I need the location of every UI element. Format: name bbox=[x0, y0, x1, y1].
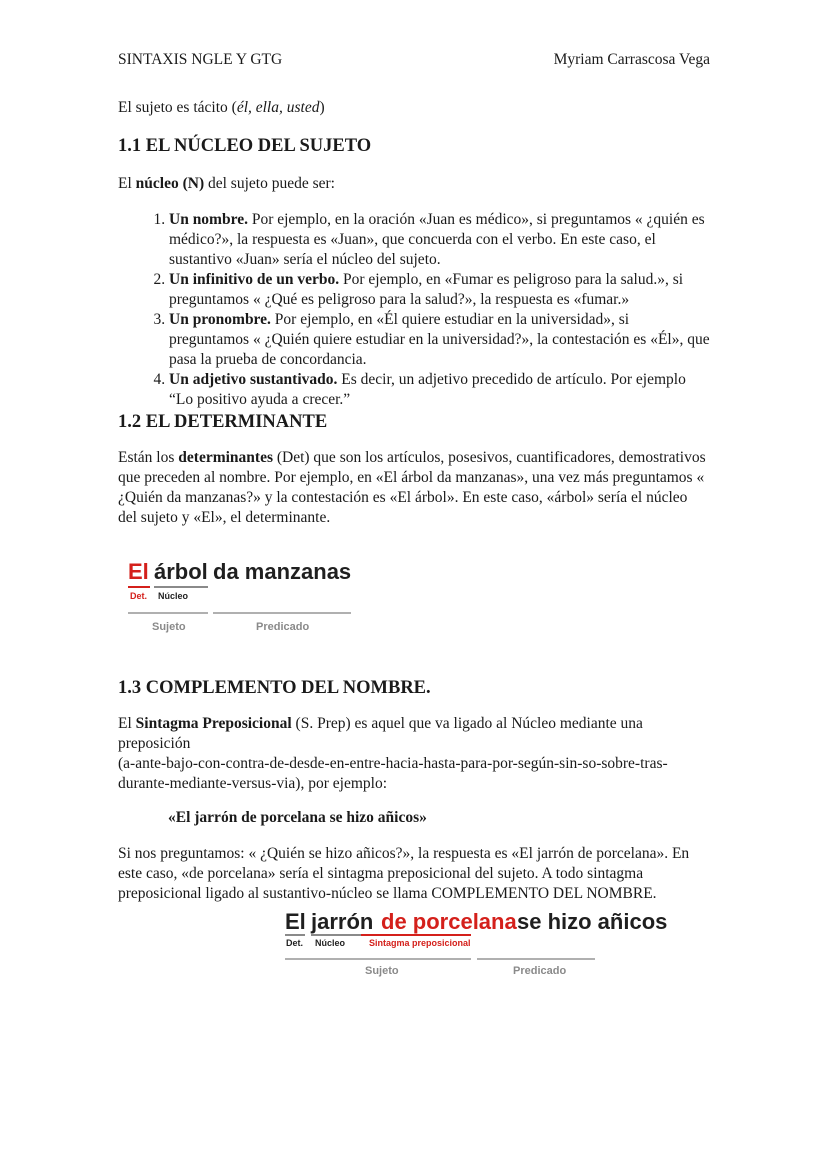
diagram-label-predicado: Predicado bbox=[513, 965, 567, 977]
diagram-label-sujeto: Sujeto bbox=[152, 621, 186, 633]
diagram-word-rest: se hizo añicos bbox=[517, 909, 668, 934]
diagram-word-nucleo: árbol bbox=[154, 559, 208, 584]
subject-diagram-jarron bbox=[285, 908, 668, 980]
diagram-word-det: El bbox=[128, 559, 149, 584]
predicado-line bbox=[213, 612, 351, 614]
header-author: Myriam Carrascosa Vega bbox=[553, 51, 710, 68]
intro-paragraph bbox=[118, 98, 710, 118]
list-item-bold: Un adjetivo sustantivado. bbox=[169, 371, 338, 388]
section-1-1-title: 1.1 EL NÚCLEO DEL SUJETO bbox=[118, 136, 372, 156]
header-course-title: SINTAXIS NGLE Y GTG bbox=[118, 51, 283, 68]
diagram-label-nucleo: Núcleo bbox=[158, 591, 189, 601]
list-item-text: Es decir, un adjetivo precedido de artículo. Por ejemplo “Lo positivo ayuda a crecer.” bbox=[169, 371, 686, 408]
section-1-3-title: 1.3 COMPLEMENTO DEL NOMBRE. bbox=[118, 678, 431, 698]
section-1-3-paragraph-2: Si nos preguntamos: « ¿Quién se hizo añicos?», la respuesta es «El jarrón de porcelana». En este caso, «de porcelana» sería el sintagma preposicional del sujeto. A todo sintagma preposicional ligado al sustantivo-núcleo se llama COMPLEMENTO DEL NOMBRE. bbox=[118, 845, 690, 902]
section-1-1-lead bbox=[118, 174, 710, 194]
diagram-word-det: El bbox=[285, 909, 306, 934]
lead-bold: núcleo (N) bbox=[135, 175, 205, 192]
lead-post: del sujeto puede ser: bbox=[204, 175, 335, 192]
nucleo-underline bbox=[154, 586, 208, 588]
list-item-bold: Un nombre. bbox=[169, 211, 248, 228]
list-item-text: Por ejemplo, en «Él quiere estudiar en la universidad», si preguntamos « ¿Quién quiere estudiar en la universidad?», la contestación es «Él», que pasa la prueba de concordancia. bbox=[169, 311, 710, 368]
list-item-bold: Un pronombre. bbox=[169, 311, 271, 328]
list-item-bold: Un infinitivo de un verbo. bbox=[169, 271, 340, 288]
diagram-label-predicado: Predicado bbox=[256, 621, 310, 633]
p1-pre: El bbox=[118, 715, 136, 732]
list-item-text: Por ejemplo, en «Fumar es peligroso para la salud.», si preguntamos « ¿Qué es peligroso para la salud?», la respuesta es «fumar.» bbox=[169, 271, 684, 308]
lead-pre: El bbox=[118, 175, 136, 192]
p-post: (Det) que son los artículos, posesivos, cuantificadores, demostrativos que preceden al nombre. Por ejemplo, en «El árbol da manzanas», una vez más preguntamos « ¿Quién da manzanas?» y la contestación es «El árbol». En este caso, «árbol» sería el núcleo del sujeto y «El», el determinante. bbox=[118, 449, 706, 526]
list-item-text: Por ejemplo, en la oración «Juan es médico», si preguntamos « ¿quién es médico?», la respuesta es «Juan», que concuerda con el verbo. En este caso, el sustantivo «Juan» sería el núcleo del sujeto. bbox=[169, 211, 705, 268]
intro-italic: él, ella, usted bbox=[236, 99, 320, 116]
subject-diagram-arbol bbox=[128, 558, 368, 646]
section-1-3-paragraph-1 bbox=[118, 714, 710, 794]
p-bold: determinantes bbox=[178, 449, 273, 466]
predicado-line bbox=[477, 958, 595, 960]
sujeto-line bbox=[285, 958, 471, 960]
list-item bbox=[169, 270, 710, 310]
sprep-underline bbox=[361, 934, 471, 936]
diagram-label-nucleo: Núcleo bbox=[315, 938, 346, 948]
diagram-label-det: Det. bbox=[130, 591, 148, 601]
p1-mid: (S. Prep) es aquel que va ligado al Núcleo mediante una preposición bbox=[118, 715, 643, 752]
diagram-word-nucleo: jarrón bbox=[311, 909, 374, 934]
diagram-label-sujeto: Sujeto bbox=[365, 965, 399, 977]
diagram-word-rest: da manzanas bbox=[213, 559, 352, 584]
p-pre: Están los bbox=[118, 449, 179, 466]
page-content bbox=[118, 98, 710, 980]
list-item bbox=[169, 210, 710, 270]
list-item bbox=[169, 310, 710, 370]
intro-end: ) bbox=[319, 99, 325, 116]
nucleus-types-list bbox=[118, 210, 710, 410]
p1-bold: Sintagma Preposicional bbox=[135, 715, 292, 732]
diagram-label-sprep: Sintagma preposicional bbox=[369, 938, 471, 948]
det-underline bbox=[128, 586, 150, 588]
list-item bbox=[169, 370, 710, 410]
section-1-2-paragraph bbox=[118, 448, 710, 528]
sujeto-line bbox=[128, 612, 208, 614]
p1-preposition-list: (a-ante-bajo-con-contra-de-desde-en-entre-hacia-hasta-para-por-según-sin-so-sobre-tras-durante-mediante-versus-via), por ejemplo: bbox=[118, 755, 668, 792]
intro-text: El sujeto es tácito ( bbox=[118, 99, 237, 116]
example-sentence: «El jarrón de porcelana se hizo añicos» bbox=[168, 809, 427, 826]
diagram-word-sprep: de porcelana bbox=[381, 909, 517, 934]
det-underline bbox=[285, 934, 305, 936]
page-header bbox=[118, 50, 710, 70]
section-1-2-title: 1.2 EL DETERMINANTE bbox=[118, 412, 328, 432]
diagram-label-det: Det. bbox=[286, 938, 304, 948]
